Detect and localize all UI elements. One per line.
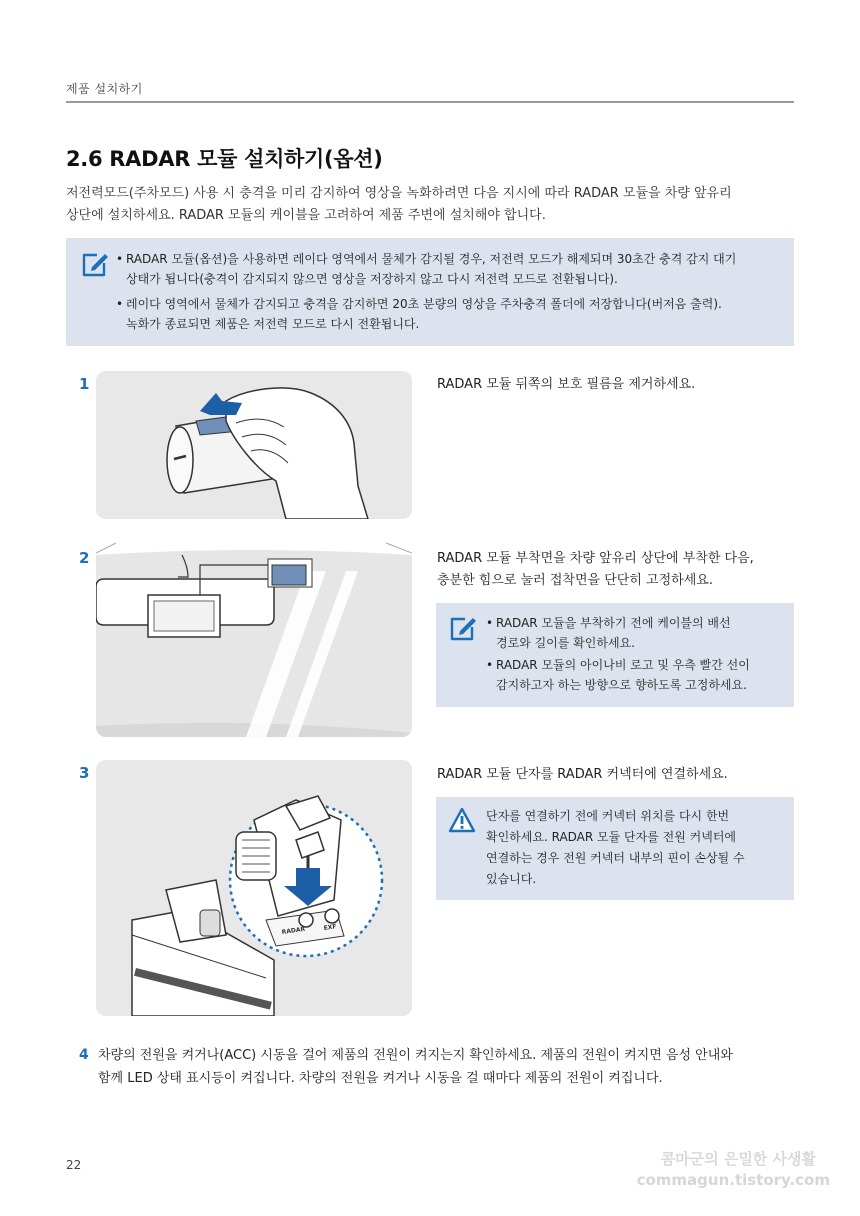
watermark-line: commagun.tistory.com <box>636 1171 830 1189</box>
step-number: 1 <box>79 375 90 393</box>
step3-caution-box <box>436 797 794 900</box>
caution-line: 확인하세요. RADAR 모듈 단자를 전원 커넥터에 <box>486 830 736 844</box>
step-number: 4 <box>79 1047 89 1063</box>
note-line: RADAR 모듈을 부착하기 전에 케이블의 배선 <box>496 616 731 630</box>
note-line: 감지하고자 하는 방향으로 향하도록 고정하세요. <box>496 678 747 692</box>
note-item: • RADAR 모듈을 부착하기 전에 케이블의 배선 경로와 길이를 확인하세요. <box>486 613 750 653</box>
intro-paragraph <box>66 183 796 227</box>
main-note-box <box>66 238 794 346</box>
intro-line: 저전력모드(주차모드) 사용 시 충격을 미리 감지하여 영상을 녹화하려면 다음 지시에 따라 RADAR 모듈을 차량 앞유리 <box>66 186 732 201</box>
note-pencil-icon <box>448 615 478 643</box>
note-line: 녹화가 종료되면 제품은 저전력 모드로 다시 전환됩니다. <box>126 317 420 331</box>
step-number: 3 <box>79 764 90 782</box>
step1-illustration <box>96 371 412 519</box>
note-pencil-icon <box>80 251 110 279</box>
header-divider <box>66 101 794 103</box>
exf-port-label: EXF <box>323 923 337 932</box>
step-line: RADAR 모듈 뒤쪽의 보호 필름을 제거하세요. <box>437 377 696 392</box>
step1-text <box>437 374 797 396</box>
watermark <box>637 1148 830 1190</box>
step-number: 2 <box>79 549 90 567</box>
section-title: 2.6 RADAR 모듈 설치하기(옵션) <box>66 147 383 171</box>
step3-text <box>437 764 797 786</box>
step4-text <box>79 1044 799 1090</box>
step2-illustration <box>96 541 412 737</box>
caution-line: 있습니다. <box>486 872 537 886</box>
windshield-attach-illustration <box>96 541 412 737</box>
caution-line: 연결하는 경우 전원 커넥터 내부의 핀이 손상될 수 <box>486 851 745 865</box>
step-line: 차량의 전원을 켜거나(ACC) 시동을 걸어 제품의 전원이 켜지는지 확인하세요. 제품의 전원이 켜지면 음성 안내와 <box>98 1048 733 1063</box>
step2-text <box>437 548 797 592</box>
step-line: RADAR 모듈 부착면을 차량 앞유리 상단에 부착한 다음, <box>437 551 754 566</box>
step2-note-list <box>486 613 750 700</box>
caution-line: 단자를 연결하기 전에 커넥터 위치를 다시 한번 <box>486 809 730 823</box>
caution-text <box>486 806 745 890</box>
note-line: 레이다 영역에서 물체가 감지되고 충격을 감지하면 20초 분량의 영상을 주차충격 폴더에 저장합니다(버저음 출력). <box>126 297 722 311</box>
note-item: • RADAR 모듈의 아이나비 로고 및 우측 빨간 선이 감지하고자 하는 방향으로 향하도록 고정하세요. <box>486 655 750 695</box>
step4 <box>79 1044 799 1090</box>
note-item: • RADAR 모듈(옵션)을 사용하면 레이다 영역에서 물체가 감지될 경우, 저전력 모드가 해제되며 30초간 충격 감지 대기 상태가 됩니다(충격이 감지되지 않으면 영상을 저장하지 않고 다시 저전력 모드로 전환됩니다). <box>116 249 736 289</box>
main-note-list <box>116 249 736 339</box>
intro-line: 상단에 설치하세요. RADAR 모듈의 케이블을 고려하여 제품 주변에 설치해야 합니다. <box>66 208 546 223</box>
step2-note-box <box>436 603 794 707</box>
note-line: 상태가 됩니다(충격이 감지되지 않으면 영상을 저장하지 않고 다시 저전력 모드로 전환됩니다). <box>126 272 618 286</box>
connector-illustration <box>96 760 412 1016</box>
running-header: 제품 설치하기 <box>66 82 143 96</box>
note-line: 경로와 길이를 확인하세요. <box>496 636 635 650</box>
step-line: 함께 LED 상태 표시등이 켜집니다. 차량의 전원을 켜거나 시동을 걸 때마다 제품의 전원이 켜집니다. <box>98 1071 663 1086</box>
watermark-line: 콤마군의 은밀한 사생활 <box>660 1150 816 1168</box>
page-number: 22 <box>66 1158 82 1172</box>
warning-triangle-icon <box>448 807 476 833</box>
step-line: 충분한 힘으로 눌러 접착면을 단단히 고정하세요. <box>437 573 713 588</box>
remove-film-illustration <box>96 371 412 519</box>
note-line: RADAR 모듈(옵션)을 사용하면 레이다 영역에서 물체가 감지될 경우, 저전력 모드가 해제되며 30초간 충격 감지 대기 <box>126 252 737 266</box>
step-line: RADAR 모듈 단자를 RADAR 커넥터에 연결하세요. <box>437 767 728 782</box>
radar-port-label: RADAR <box>281 925 306 936</box>
note-item: • 레이다 영역에서 물체가 감지되고 충격을 감지하면 20초 분량의 영상을 주차충격 폴더에 저장합니다(버저음 출력). 녹화가 종료되면 제품은 저전력 모드로 다시 전환됩니다. <box>116 294 736 334</box>
step3-illustration <box>96 760 412 1016</box>
note-line: RADAR 모듈의 아이나비 로고 및 우측 빨간 선이 <box>496 658 750 672</box>
